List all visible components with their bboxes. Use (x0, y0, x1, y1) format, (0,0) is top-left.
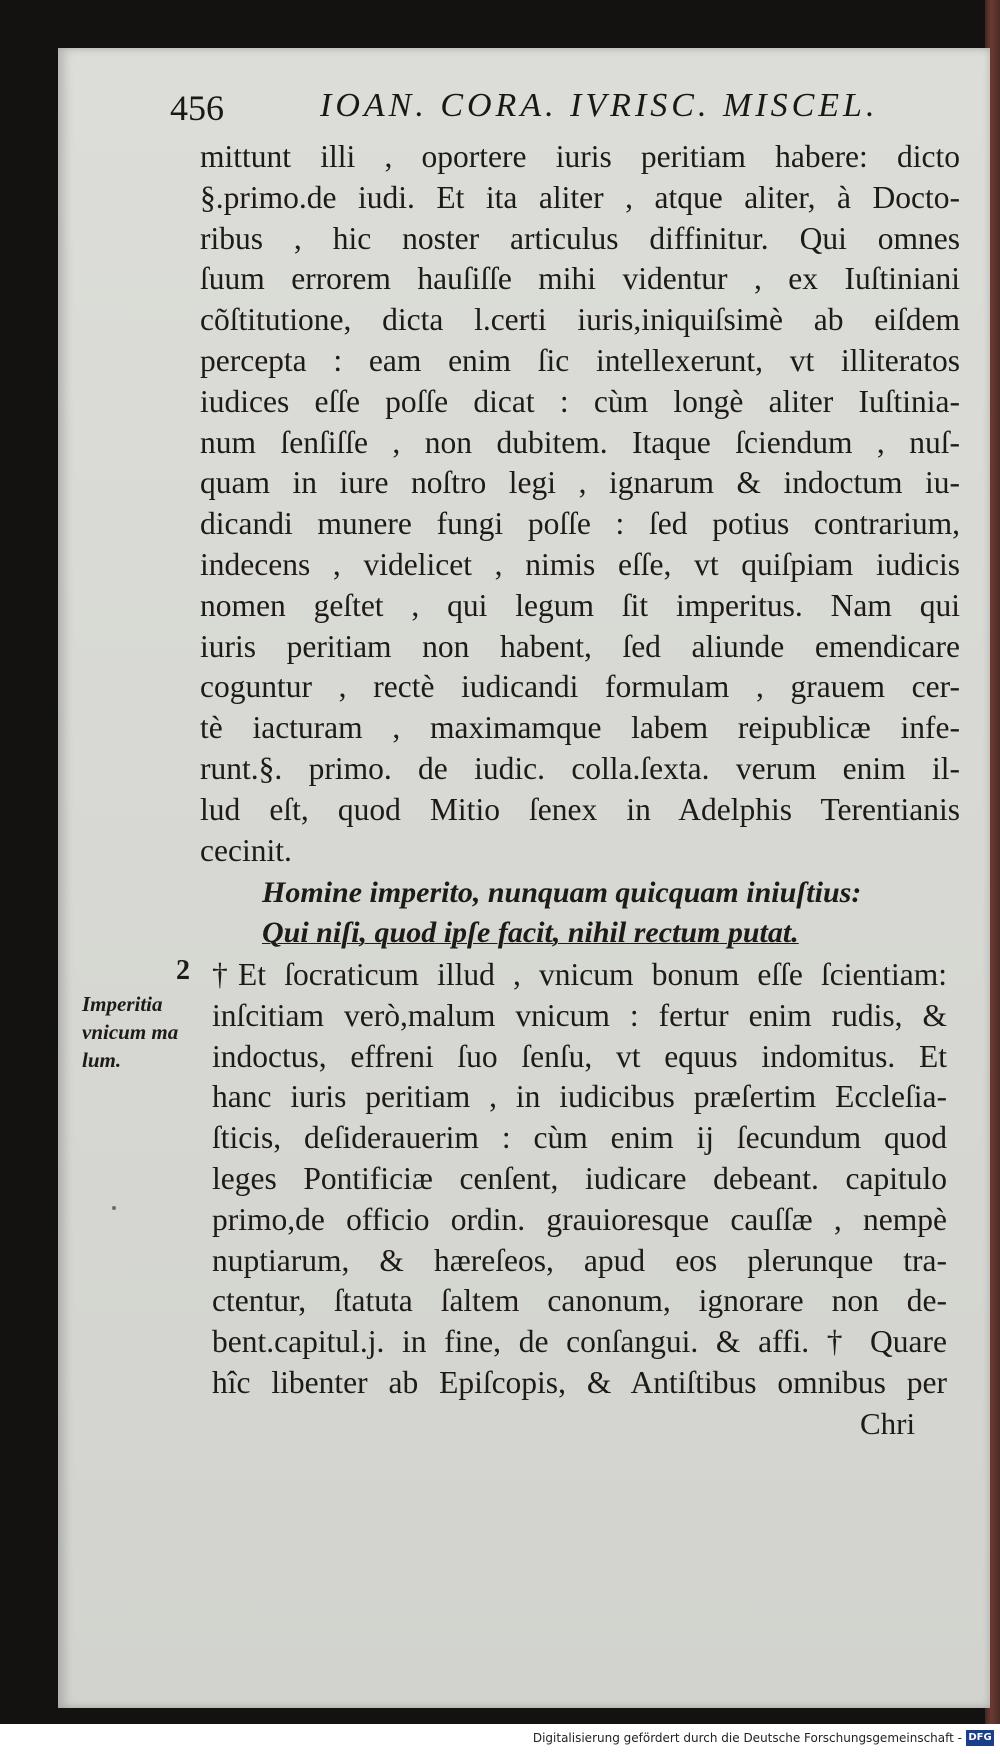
text-line: ctentur, ſtatuta ſaltem canonum, ignorare non de- (212, 1283, 947, 1319)
verse-quote (262, 873, 922, 953)
text-line: indoctus, effreni ſuo ſenſu, vt equus indomitus. Et (212, 1038, 947, 1074)
text-line: hanc iuris peritiam , in iudicibus præſertim Eccleſia- (212, 1079, 947, 1115)
text-line: leges Pontificiæ cenſent, iudicare debeant. capitulo (212, 1160, 947, 1196)
text-line: cecinit. (200, 832, 292, 868)
text-line: bent.capitul.j. in fine, de conſangui. & affi. † Quare (212, 1324, 947, 1360)
text-line: ſuum errorem hauſiſſe mihi videntur , ex Iuſtiniani (200, 261, 960, 297)
dfg-logo: DFG (966, 1730, 994, 1746)
funding-credit: Digitalisierung gefördert durch die Deutsche Forschungsgemeinschaft - (532, 1731, 962, 1745)
text-line: mittunt illi , oportere iuris peritiam habere: dicto (200, 139, 960, 174)
text-line: nuptiarum, & hæreſeos, apud eos plerunque tra- (212, 1242, 947, 1278)
text-line: num ſenſiſſe , non dubitem. Itaque ſciendum , nuſ- (200, 424, 960, 460)
text-line: nomen geſtet , qui legum ſit imperitus. Nam qui (200, 587, 960, 623)
text-line: hîc libenter ab Epiſcopis, & Antiſtibus omnibus per (212, 1364, 947, 1400)
ink-speck (112, 1206, 116, 1210)
text-line: dicandi munere fungi poſſe : ſed potius contrarium, (200, 506, 960, 542)
footer-bar (0, 1724, 1000, 1754)
marginal-note (82, 990, 212, 1074)
text-line: runt.§. primo. de iudic. colla.ſexta. verum enim il- (200, 750, 960, 786)
body-text-section-2 (212, 955, 947, 1404)
text-line: ſticis, deſiderauerim : cùm enim ij ſecundum quod (212, 1120, 947, 1156)
page-number: 456 (170, 88, 224, 128)
text-line: quam in iure noſtro legi , ignarum & indoctum iu- (200, 465, 960, 501)
quote-line: Qui niſi, quod ipſe facit, nihil rectum putat. (262, 916, 799, 949)
catchword: Chri (860, 1406, 916, 1441)
text-line: §.primo.de iudi. Et ita aliter , atque aliter, à Docto- (200, 179, 960, 215)
text-line: †Et ſocraticum illud , vnicum bonum eſſe ſcientiam: (212, 957, 947, 992)
text-line: tè iacturam , maximamque labem reipublicæ infe- (200, 710, 960, 746)
text-line: cõſtitutione, dicta l.certi iuris,iniquiſsimè ab eiſdem (200, 302, 960, 338)
text-line: lud eſt, quod Mitio ſenex in Adelphis Terentianis (200, 791, 960, 827)
marginal-note-line: Imperitia (82, 992, 163, 1016)
quote-line: Homine imperito, nunquam quicquam iniuſtius: (262, 876, 862, 909)
text-line: ribus , hic noster articulus diffinitur. Qui omnes (200, 220, 960, 256)
text-line: indecens , videlicet , nimis eſſe, vt quiſpiam iudicis (200, 546, 960, 582)
text-line: iudices eſſe poſſe dicat : cùm longè aliter Iuſtinia- (200, 383, 960, 419)
marginal-note-line: lum. (82, 1048, 122, 1072)
body-text (200, 137, 960, 871)
text-line: coguntur , rectè iudicandi formulam , grauem cer- (200, 669, 960, 705)
text-line: iuris peritiam non habent, ſed aliunde emendicare (200, 628, 960, 664)
marginal-note-line: vnicum ma (82, 1020, 179, 1044)
section-number: 2 (176, 955, 190, 986)
running-title: IOAN. CORA. IVRISC. MISCEL. (320, 87, 879, 124)
page-header (170, 83, 970, 133)
text-line: percepta : eam enim ſic intellexerunt, vt illiteratos (200, 342, 960, 378)
text-line: primo,de officio ordin. grauioresque cauſſæ , nempè (212, 1201, 947, 1237)
text-line: inſcitiam verò,malum vnicum : fertur enim rudis, & (212, 997, 947, 1033)
